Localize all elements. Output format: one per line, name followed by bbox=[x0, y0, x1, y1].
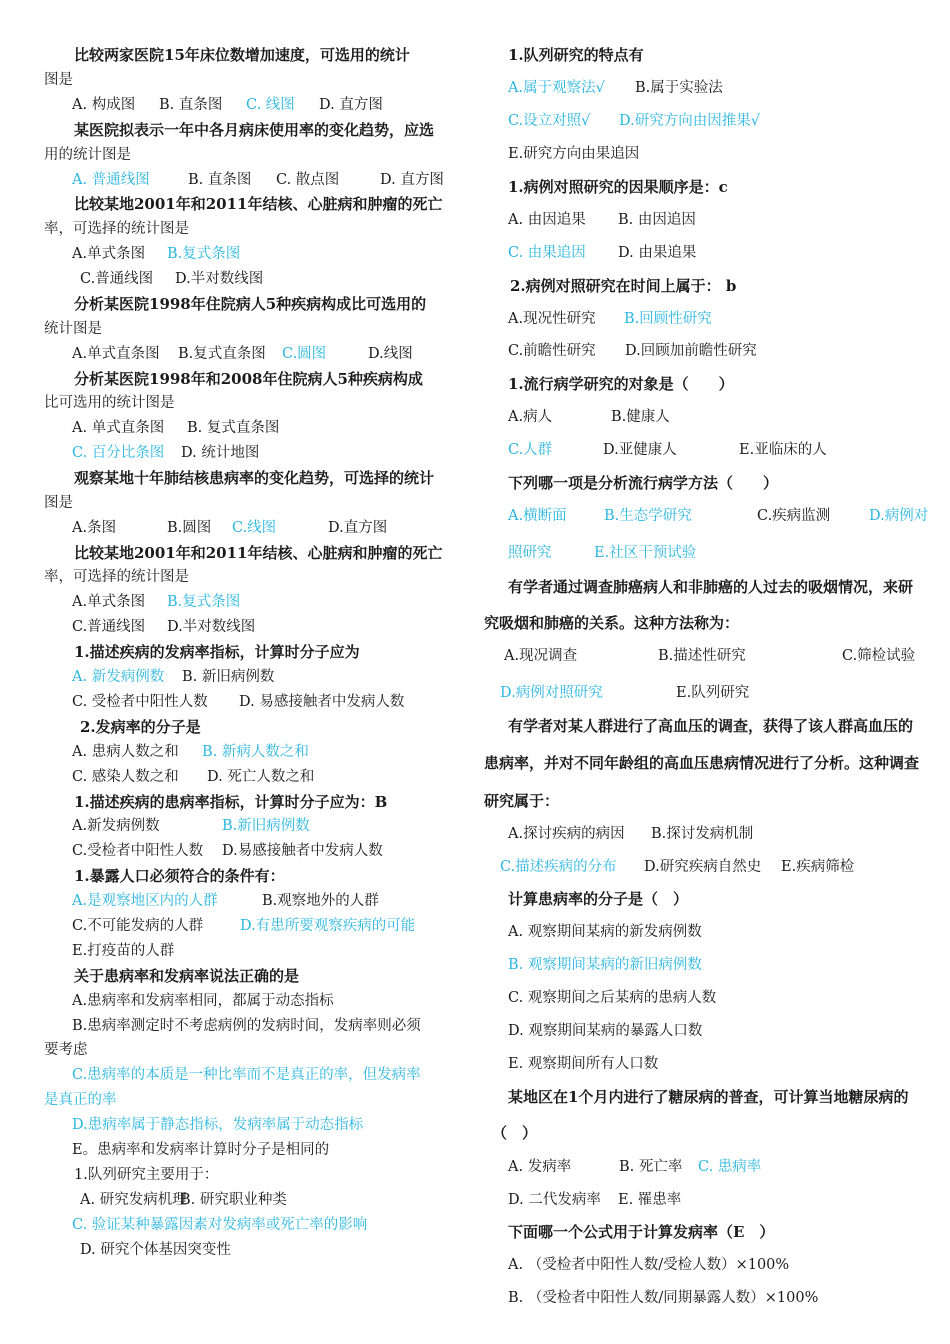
answer-option: D.有患所要观察疾病的可能 bbox=[240, 918, 416, 934]
option: A.现况性研究 bbox=[508, 311, 596, 327]
option: B. 死亡率 bbox=[619, 1159, 683, 1175]
question-line: 患病率，并对不同年龄组的高血压患病情况进行了分析。这种调查 bbox=[484, 754, 920, 772]
option: D.直方图 bbox=[328, 520, 388, 536]
answer-option: B.生态学研究 bbox=[604, 508, 692, 524]
text-line: E.研究方向由果追因 bbox=[508, 146, 640, 162]
answer-option: C. 患病率 bbox=[698, 1159, 762, 1175]
option: C.筛检试验 bbox=[842, 648, 916, 664]
question-line: 观察某地十年肺结核患病率的变化趋势，可选择的统计 bbox=[74, 469, 435, 487]
option: B. 研究职业种类 bbox=[180, 1192, 287, 1208]
question-line: 1.暴露人口必须符合的条件有： bbox=[74, 867, 285, 885]
option: A.新发病例数 bbox=[72, 818, 160, 834]
option: C.不可能发病的人群 bbox=[72, 918, 204, 934]
question-line: 计算患病率的分子是（ ） bbox=[508, 890, 689, 908]
text-line: E。患病率和发病率计算时分子是相同的 bbox=[72, 1142, 330, 1158]
question-line: 分析某医院1998年住院病人5种疾病构成比可选用的 bbox=[74, 295, 427, 313]
text-line: A. 观察期间某病的新发病例数 bbox=[508, 924, 702, 940]
option: A.条图 bbox=[72, 520, 117, 536]
option: D.回顾加前瞻性研究 bbox=[625, 343, 757, 359]
option: A. 患病人数之和 bbox=[72, 744, 179, 760]
text-line: 率，可选择的统计图是 bbox=[44, 221, 189, 237]
text-line: B.患病率测定时不考虑病例的发病时间，发病率则必须 bbox=[72, 1018, 421, 1034]
answer-option: B.复式条图 bbox=[167, 594, 241, 610]
text-line: A.患病率和发病率相同，都属于动态指标 bbox=[72, 993, 334, 1009]
option: B. 复式直条图 bbox=[187, 420, 280, 436]
option: D.亚健康人 bbox=[603, 442, 677, 458]
answer-option: C. 由果追因 bbox=[508, 245, 586, 261]
answer-line: B. 观察期间某病的新旧病例数 bbox=[508, 957, 702, 973]
answer-option: C.圆图 bbox=[282, 346, 327, 362]
option: B.描述性研究 bbox=[658, 648, 746, 664]
question-line: 分析某医院1998年和2008年住院病人5种疾病构成 bbox=[74, 370, 423, 388]
option: D.半对数线图 bbox=[175, 271, 264, 287]
answer-option: A.属于观察法√ bbox=[508, 80, 605, 96]
option: A. 单式直条图 bbox=[72, 420, 165, 436]
text-line: 图是 bbox=[44, 495, 73, 511]
answer-option: D.病例对 bbox=[869, 508, 929, 524]
option: C.前瞻性研究 bbox=[508, 343, 596, 359]
option: C.疾病监测 bbox=[757, 508, 831, 524]
question-line: 关于患病率和发病率说法正确的是 bbox=[74, 967, 300, 985]
option: A.病人 bbox=[508, 409, 553, 425]
question-line: 2.发病率的分子是 bbox=[80, 718, 201, 736]
answer-option: A. 普通线图 bbox=[72, 172, 150, 188]
option: B. 由因追因 bbox=[618, 212, 696, 228]
option: B.观察地外的人群 bbox=[262, 893, 379, 909]
answer-option: C. 百分比条图 bbox=[72, 445, 165, 461]
option: C. 感染人数之和 bbox=[72, 769, 179, 785]
text-line: A. （受检者中阳性人数/受检人数）×100% bbox=[508, 1257, 790, 1273]
answer-option: B.新旧病例数 bbox=[222, 818, 310, 834]
option: A. 构成图 bbox=[72, 97, 136, 113]
text-line: 统计图是 bbox=[44, 321, 102, 337]
answer-line: C.患病率的本质是一种比率而不是真正的率，但发病率 bbox=[72, 1067, 421, 1083]
option: A.单式直条图 bbox=[72, 346, 160, 362]
answer-option: C.人群 bbox=[508, 442, 553, 458]
answer-option: B.回顾性研究 bbox=[624, 311, 712, 327]
option: D. 直方图 bbox=[319, 97, 383, 113]
answer-option: C.设立对照√ bbox=[508, 113, 591, 129]
text-line: 1.队列研究主要用于： bbox=[74, 1167, 219, 1183]
question-line: 1.队列研究的特点有 bbox=[508, 46, 644, 64]
option: D. 由果追果 bbox=[618, 245, 697, 261]
option: D. 直方图 bbox=[380, 172, 444, 188]
answer-option: C. 线图 bbox=[246, 97, 295, 113]
option: C. 受检者中阳性人数 bbox=[72, 694, 208, 710]
answer-option: A.是观察地区内的人群 bbox=[72, 893, 218, 909]
question-line: 下列哪一项是分析流行病学方法（ ） bbox=[508, 474, 779, 492]
text-line: 要考虑 bbox=[44, 1042, 88, 1058]
question-line: 某地区在1个月内进行了糖尿病的普查，可计算当地糖尿病的 bbox=[508, 1088, 909, 1106]
option: A. 研究发病机理 bbox=[80, 1192, 187, 1208]
option: B.圆图 bbox=[167, 520, 212, 536]
answer-option: C.描述疾病的分布 bbox=[500, 859, 617, 875]
option: A.探讨疾病的病因 bbox=[508, 826, 625, 842]
option: D.研究疾病自然史 bbox=[644, 859, 762, 875]
text-line: D. 研究个体基因突变性 bbox=[80, 1242, 231, 1258]
text-line: D. 观察期间某病的暴露人口数 bbox=[508, 1023, 703, 1039]
question-line: 某医院拟表示一年中各月病床使用率的变化趋势，应选 bbox=[74, 121, 435, 139]
answer-option: B. 新病人数之和 bbox=[202, 744, 309, 760]
question-line: 有学者对某人群进行了高血压的调查，获得了该人群高血压的 bbox=[508, 717, 914, 735]
option: D. 死亡人数之和 bbox=[207, 769, 315, 785]
option: B. 直条图 bbox=[159, 97, 223, 113]
option: B. 直条图 bbox=[188, 172, 252, 188]
option: E.疾病筛检 bbox=[781, 859, 855, 875]
question-line: 研究属于： bbox=[484, 792, 560, 810]
option: D.易感接触者中发病人数 bbox=[222, 843, 383, 859]
option: B.健康人 bbox=[611, 409, 670, 425]
text-line: B. （受检者中阳性人数/同期暴露人数）×100% bbox=[508, 1290, 819, 1306]
option: D. 二代发病率 bbox=[508, 1192, 601, 1208]
answer-option: A. 新发病例数 bbox=[72, 669, 165, 685]
answer-option: E.社区干预试验 bbox=[594, 545, 697, 561]
question-line: 究吸烟和肺癌的关系。这种方法称为： bbox=[484, 614, 740, 632]
text-line: E. 观察期间所有人口数 bbox=[508, 1056, 659, 1072]
answer-line: D.患病率属于静态指标，发病率属于动态指标 bbox=[72, 1117, 364, 1133]
option: C.普通线图 bbox=[72, 619, 146, 635]
answer-line: C. 验证某种暴露因素对发病率或死亡率的影响 bbox=[72, 1217, 368, 1233]
option: C.普通线图 bbox=[80, 271, 154, 287]
text-line: 率，可选择的统计图是 bbox=[44, 569, 189, 585]
question-line: 1.描述疾病的发病率指标，计算时分子应为 bbox=[74, 643, 360, 661]
option: E. 罹患率 bbox=[618, 1192, 682, 1208]
option: B. 新旧病例数 bbox=[182, 669, 275, 685]
answer-option: D.研究方向由因推果√ bbox=[619, 113, 760, 129]
question-line: 比较两家医院15年床位数增加速度，可选用的统计 bbox=[74, 46, 410, 64]
answer-option: A.横断面 bbox=[508, 508, 567, 524]
answer-option: C.线图 bbox=[232, 520, 277, 536]
option: B.探讨发病机制 bbox=[651, 826, 754, 842]
question-line: 2.病例对照研究在时间上属于： b bbox=[510, 277, 737, 295]
text-line: 比可选用的统计图是 bbox=[44, 395, 175, 411]
question-line: 有学者通过调查肺癌病人和非肺癌的人过去的吸烟情况，来研 bbox=[508, 578, 914, 596]
question-line: 比较某地2001年和2011年结核、心脏病和肿瘤的死亡 bbox=[74, 544, 443, 562]
option: B.复式直条图 bbox=[178, 346, 266, 362]
question-line: 1.描述疾病的患病率指标，计算时分子应为：B bbox=[74, 793, 388, 811]
option: C. 散点图 bbox=[276, 172, 340, 188]
question-line: 1.病例对照研究的因果顺序是：c bbox=[508, 178, 728, 196]
answer-option: 照研究 bbox=[508, 545, 552, 561]
option: A. 由因追果 bbox=[508, 212, 586, 228]
answer-line: 是真正的率 bbox=[44, 1092, 117, 1108]
option: D. 统计地图 bbox=[181, 445, 260, 461]
text-line: 图是 bbox=[44, 72, 73, 88]
answer-option: D.病例对照研究 bbox=[500, 685, 603, 701]
option: E.亚临床的人 bbox=[739, 442, 827, 458]
option: B.属于实验法 bbox=[635, 80, 723, 96]
option: A. 发病率 bbox=[508, 1159, 572, 1175]
option: D.半对数线图 bbox=[167, 619, 256, 635]
text-line: C. 观察期间之后某病的患病人数 bbox=[508, 990, 717, 1006]
option: A.单式条图 bbox=[72, 246, 146, 262]
text-line: E.打疫苗的人群 bbox=[72, 943, 175, 959]
option: E.队列研究 bbox=[676, 685, 750, 701]
option: D. 易感接触者中发病人数 bbox=[239, 694, 405, 710]
text-line: 用的统计图是 bbox=[44, 147, 131, 163]
answer-option: B.复式条图 bbox=[167, 246, 241, 262]
question-line: （ ） bbox=[492, 1124, 538, 1142]
question-line: 1.流行病学研究的对象是（ ） bbox=[508, 375, 734, 393]
option: C.受检者中阳性人数 bbox=[72, 843, 204, 859]
question-line: 比较某地2001年和2011年结核、心脏病和肿瘤的死亡 bbox=[74, 195, 443, 213]
question-line: 下面哪一个公式用于计算发病率（E ） bbox=[508, 1223, 775, 1241]
option: A.现况调查 bbox=[504, 648, 578, 664]
option: A.单式条图 bbox=[72, 594, 146, 610]
option: D.线图 bbox=[368, 346, 413, 362]
